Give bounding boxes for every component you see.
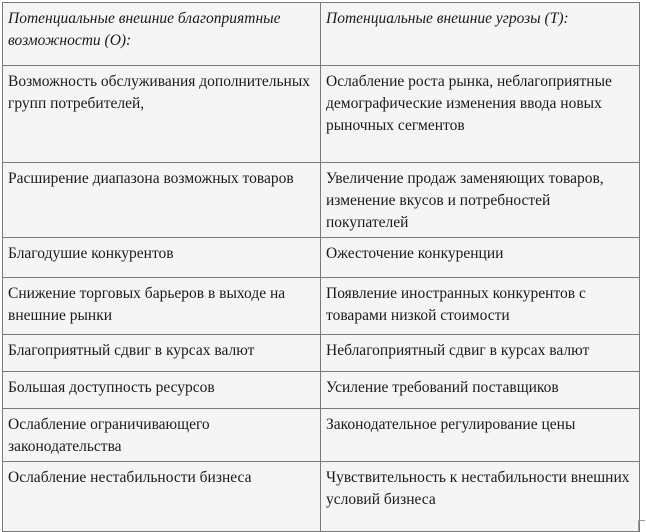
threat-cell: Появление иностранных конкурентов с товарами низкой стоимости (321, 278, 640, 335)
opportunity-cell: Ослабление ограничивающего законодательства (3, 409, 321, 462)
opportunity-cell: Возможность обслуживания дополнительных групп потребителей, (3, 66, 321, 163)
opportunity-cell: Благодушие конкурентов (3, 238, 321, 278)
table-header-row (3, 3, 640, 66)
table-row (3, 278, 640, 335)
corner-mark (638, 520, 645, 531)
opportunity-cell: Большая доступность ресурсов (3, 372, 321, 409)
opportunity-cell: Ослабление нестабильности бизнеса (3, 462, 321, 532)
swot-table (2, 2, 640, 532)
table-row (3, 335, 640, 372)
opportunity-cell: Снижение торговых барьеров в выходе на внешние рынки (3, 278, 321, 335)
threat-cell: Законодательное регулирование цены (321, 409, 640, 462)
threat-cell: Ослабление роста рынка, неблагоприятные демографические изменения ввода новых рыночных сегментов (321, 66, 640, 163)
header-opportunities: Потенциальные внешние благоприятные возможности (О): (3, 3, 321, 66)
table-row (3, 163, 640, 238)
threat-cell: Неблагоприятный сдвиг в курсах валют (321, 335, 640, 372)
table-row (3, 462, 640, 532)
table-row (3, 238, 640, 278)
opportunity-cell: Расширение диапазона возможных товаров (3, 163, 321, 238)
table-row (3, 409, 640, 462)
header-threats: Потенциальные внешние угрозы (Т): (321, 3, 640, 66)
table-row (3, 66, 640, 163)
threat-cell: Чувствительность к нестабильности внешних условий бизнеса (321, 462, 640, 532)
threat-cell: Увеличение продаж заменяющих товаров, изменение вкусов и потребностей покупателей (321, 163, 640, 238)
table-row (3, 372, 640, 409)
opportunity-cell: Благоприятный сдвиг в курсах валют (3, 335, 321, 372)
threat-cell: Ожесточение конкуренции (321, 238, 640, 278)
threat-cell: Усиление требований поставщиков (321, 372, 640, 409)
